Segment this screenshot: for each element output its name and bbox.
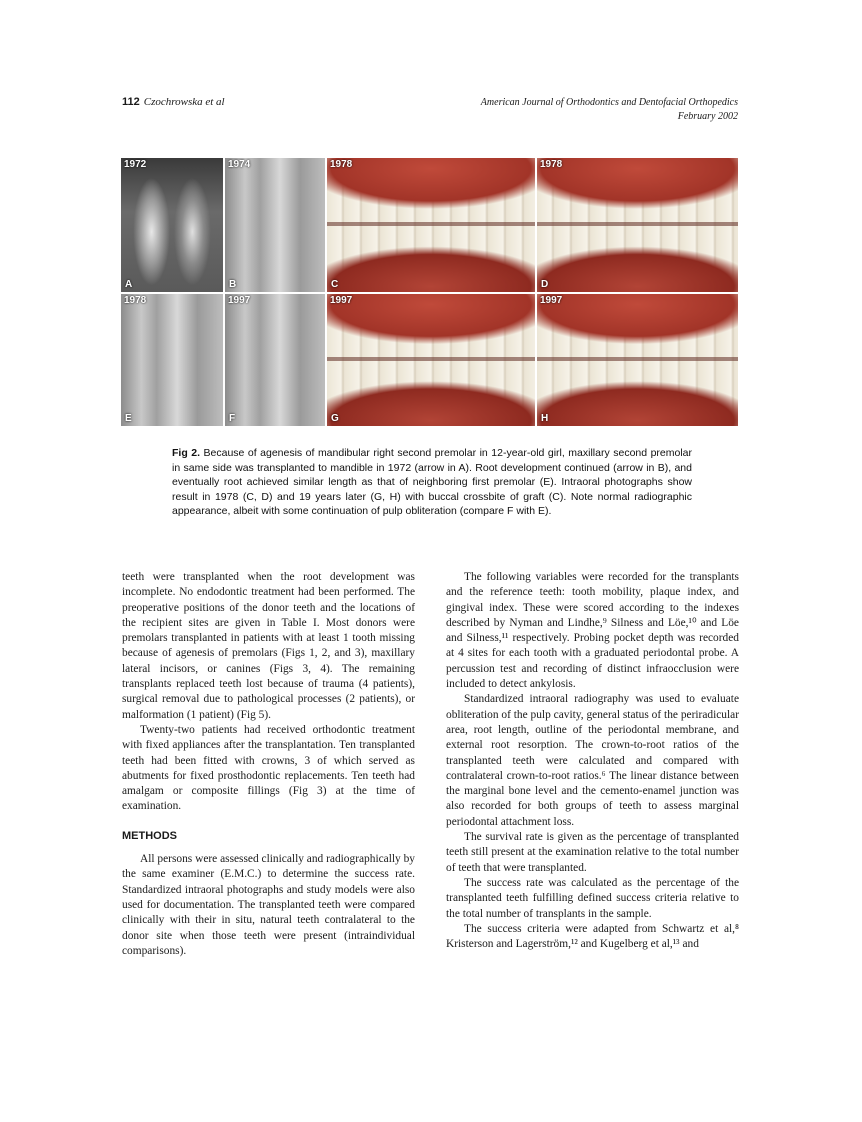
- figure-panel-a: [121, 158, 223, 292]
- paragraph: teeth were transplanted when the root development was incomplete. No endodontic treatment had been performed. The preoperative positions of the donor teeth and the locations of the recipient sites are given in Table I. Most donors were premolars transplanted in patients with at least 1 tooth missing because of agenesis of premolars (Figs 1, 2, and 3), maxillary lateral incisors, or canines (Figs 3, 4). The remaining transplants replaced teeth lost because of trauma (4 patients), surgical removal due to pathological processes (2 patients), or malformation (1 patient) (Fig 5).: [122, 571, 415, 721]
- figure-panel-h: [537, 294, 738, 426]
- figure-panel-e: [121, 294, 223, 426]
- panel-year: 1972: [124, 159, 147, 170]
- page-number: 112: [122, 96, 140, 108]
- panel-letter: H: [541, 413, 549, 424]
- paragraph: The success criteria were adapted from Schwartz et al,⁸ Kristerson and Lagerström,¹² and Kugelberg et al,¹³ and: [446, 922, 739, 951]
- paragraph: The survival rate is given as the percentage of transplanted teeth still present at the examination relative to the total number of teeth that were transplanted.: [446, 831, 739, 874]
- paragraph: All persons were assessed clinically and radiographically by the same examiner (E.M.C.) to determine the success rate. Standardized intraoral photographs and study models were also used for documentation. The transplanted teeth were compared clinically with their in situ, natural teeth contralateral to the donor site when those teeth were present (intraindividual comparisons).: [122, 853, 415, 957]
- figure-panel-b: [225, 158, 325, 292]
- figure-panel-c: [327, 158, 535, 292]
- authors: Czochrowska et al: [143, 96, 225, 108]
- journal-title: American Journal of Orthodontics and Dentofacial Orthopedics: [480, 97, 738, 108]
- caption-label: Fig 2.: [172, 447, 201, 459]
- right-column: [446, 570, 739, 952]
- caption-text: Because of agenesis of mandibular right second premolar in 12-year-old girl, maxillary second premolar in same side was transplanted to mandible in 1972 (arrow in A). Root development continued (arrow in B), and eventually root achieved similar length as that of neighboring first premolar (E). Intraoral photographs show result in 1978 (C, D) and 19 years later (G, H) with buccal crossbite of graft (C). Note normal radiographic appearance, albeit with some continuation of pulp obliteration (compare F with E).: [172, 447, 693, 518]
- paragraph: The success rate was calculated as the percentage of the transplanted teeth fulfilling defined success criteria relative to the total number of transplants in the sample.: [446, 876, 739, 920]
- panel-year: 1978: [124, 295, 147, 306]
- figure-panel-g: [327, 294, 535, 426]
- section-heading: METHODS: [122, 829, 177, 842]
- panel-letter: F: [229, 413, 236, 424]
- panel-year: 1997: [540, 295, 563, 306]
- paragraph: The following variables were recorded for the transplants and the reference teeth: tooth mobility, plaque index, and gingival index. These were scored according to the indexes described by Nyman and Lindhe,⁹ Silness and Löe,¹⁰ and Löe and Silness,¹¹ respectively. Probing pocket depth was recorded at 4 sites for each tooth with a graduated periodontal probe. A percussion test and recording of distinct infraocclusion were included to detect ankylosis.: [446, 571, 739, 691]
- panel-letter: E: [125, 413, 132, 424]
- panel-year: 1974: [228, 159, 251, 170]
- panel-year: 1997: [330, 295, 353, 306]
- figure-2: [121, 158, 738, 426]
- panel-year: 1997: [228, 295, 251, 306]
- panel-letter: G: [331, 413, 339, 424]
- issue-date: February 2002: [677, 111, 738, 122]
- figure-panel-d: [537, 158, 738, 292]
- running-header-right: [481, 96, 738, 124]
- panel-letter: C: [331, 279, 339, 290]
- left-column: [122, 570, 415, 959]
- panel-year: 1978: [540, 159, 563, 170]
- panel-letter: A: [125, 279, 133, 290]
- panel-letter: D: [541, 279, 549, 290]
- figure-caption: [172, 446, 692, 519]
- running-header-left: [122, 96, 225, 108]
- panel-year: 1978: [330, 159, 353, 170]
- paragraph: Twenty-two patients had received orthodontic treatment with fixed appliances after the transplantation. Ten transplanted teeth had been fitted with crowns, 3 of which served as abutments for fixed prosthodontic replacements. Ten teeth had amalgam or composite fillings (Fig 3) at the time of examination.: [122, 723, 415, 813]
- panel-letter: B: [229, 279, 237, 290]
- figure-panel-f: [225, 294, 325, 426]
- paragraph: Standardized intraoral radiography was used to evaluate obliteration of the pulp cavity, general status of the periradicular area, root length, outline of the periodontal membrane, and external root resorption. The crown-to-root ratios of the transplanted teeth were calculated and compared with contralateral crown-to-root ratios.⁶ The linear distance between the marginal bone level and the cemento-enamel junction was also recorded for both groups of teeth to assess marginal periodontal attachment loss.: [446, 693, 739, 828]
